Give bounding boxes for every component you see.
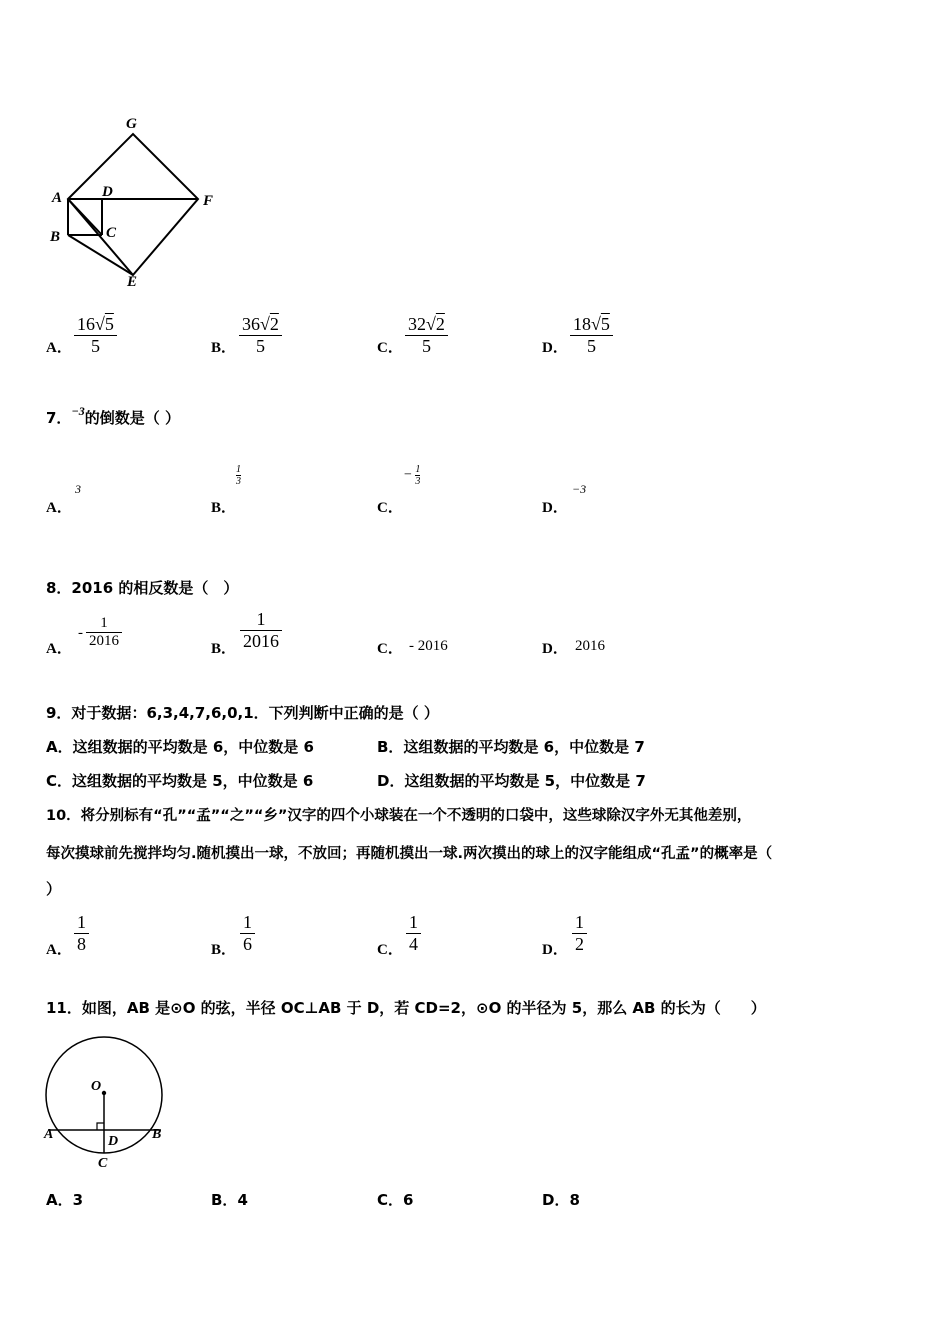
q7-option-d-letter[interactable]: D． <box>542 500 568 516</box>
q6-option-d-letter[interactable]: D． <box>542 340 568 356</box>
q7-text: 的倒数是（ ） <box>84 409 180 427</box>
q8-option-c-value[interactable]: - 2016 <box>409 638 448 654</box>
q7-number: 7． <box>46 409 72 427</box>
center-point <box>102 1091 106 1095</box>
q6-option-a-value[interactable]: $\frac{16√5}{5}$ <box>74 314 117 357</box>
q10-option-b-letter[interactable]: B． <box>211 942 237 958</box>
geometry-figure-1 <box>40 110 230 290</box>
label-b: B <box>152 1127 162 1142</box>
label-d: D <box>108 1134 119 1149</box>
q9-option-c[interactable]: C．这组数据的平均数是 5，中位数是 6 <box>46 772 314 790</box>
label-c: C <box>106 225 117 241</box>
q8-option-d-letter[interactable]: D． <box>542 641 568 657</box>
label-f: F <box>203 193 214 209</box>
label-a: A <box>52 190 63 206</box>
q9-stem: 9．对于数据：6,3,4,7,6,0,1．下列判断中正确的是（ ） <box>46 704 439 722</box>
segment-be <box>68 235 133 275</box>
label-g: G <box>126 116 137 132</box>
q9-option-b[interactable]: B．这组数据的平均数是 6，中位数是 7 <box>377 738 645 756</box>
q11-stem: 11．如图，AB 是⊙O 的弦，半径 OC⊥AB 于 D，若 CD=2，⊙O 的半径为 5，那么 AB 的长为（ ） <box>46 999 766 1017</box>
q9-option-d[interactable]: D．这组数据的平均数是 5，中位数是 7 <box>377 772 646 790</box>
q11-option-a[interactable]: A．3 <box>46 1191 84 1209</box>
q10-option-d-value[interactable]: $\frac{1}{2}$ <box>572 912 587 955</box>
q7-stem <box>46 404 180 428</box>
q7-option-b-value[interactable]: 1 3 <box>236 464 241 487</box>
q6-option-b-letter[interactable]: B． <box>211 340 237 356</box>
right-angle-mark <box>97 1123 104 1130</box>
q6-option-d-value[interactable]: $\frac{18√5}{5}$ <box>570 314 613 357</box>
label-c: C <box>98 1156 108 1171</box>
q6-option-c-letter[interactable]: C． <box>377 340 403 356</box>
label-o: O <box>91 1079 102 1094</box>
q8-option-a-sign[interactable]: - <box>78 625 83 641</box>
q10-option-c-value[interactable]: $\frac{1}{4}$ <box>406 912 421 955</box>
q11-option-b[interactable]: B．4 <box>211 1191 248 1209</box>
q8-option-c-letter[interactable]: C． <box>377 641 403 657</box>
q8-option-a-value[interactable]: $\frac{1}{2016}$ <box>86 615 122 650</box>
q10-stem-line-1: 10．将分别标有“孔”“孟”“之”“乡”汉字的四个小球装在一个不透明的口袋中，这些球除汉字外无其他差别， <box>46 808 752 824</box>
circle-figure <box>40 1033 170 1173</box>
q6-option-c-value[interactable]: $\frac{32√2}{5}$ <box>405 314 448 357</box>
q11-option-c[interactable]: C．6 <box>377 1191 414 1209</box>
q7-option-b-letter[interactable]: B． <box>211 500 237 516</box>
label-e: E <box>127 274 138 290</box>
q8-option-d-value[interactable]: 2016 <box>575 638 605 654</box>
q10-stem-line-3: ） <box>46 880 62 898</box>
q11-option-d[interactable]: D．8 <box>542 1191 580 1209</box>
q7-option-c-letter[interactable]: C． <box>377 500 403 516</box>
q6-option-b-value[interactable]: $\frac{36√2}{5}$ <box>239 314 282 357</box>
q8-stem: 8．2016 的相反数是（ ） <box>46 579 239 597</box>
segment-ac <box>68 199 102 235</box>
q8-option-b-letter[interactable]: B． <box>211 641 237 657</box>
q10-option-a-letter[interactable]: A． <box>46 942 72 958</box>
q7-expression: −3 <box>71 404 85 418</box>
q7-option-c-value[interactable]: − $\frac{1}{3}$ <box>404 464 421 487</box>
label-b: B <box>50 229 61 245</box>
q8-option-b-value[interactable]: $\frac{1}{2016}$ <box>240 609 282 652</box>
q10-option-c-letter[interactable]: C． <box>377 942 403 958</box>
label-d: D <box>102 184 113 200</box>
q6-option-a-letter[interactable]: A． <box>46 340 72 356</box>
q7-option-a-value[interactable]: 3 <box>75 482 81 496</box>
q8-option-a-letter[interactable]: A． <box>46 641 72 657</box>
square-agfe <box>68 134 198 275</box>
q9-option-a[interactable]: A．这组数据的平均数是 6，中位数是 6 <box>46 738 314 756</box>
q10-option-b-value[interactable]: $\frac{1}{6}$ <box>240 912 255 955</box>
q10-option-d-letter[interactable]: D． <box>542 942 568 958</box>
q10-option-a-value[interactable]: $\frac{1}{8}$ <box>74 912 89 955</box>
label-a: A <box>44 1127 54 1142</box>
q7-option-a-letter[interactable]: A． <box>46 500 72 516</box>
q10-stem-line-2: 每次摸球前先搅拌均匀.随机摸出一球，不放回；再随机摸出一球.两次摸出的球上的汉字能组成“孔孟”的概率是（ <box>46 846 773 862</box>
q7-option-d-value[interactable]: −3 <box>572 482 587 496</box>
